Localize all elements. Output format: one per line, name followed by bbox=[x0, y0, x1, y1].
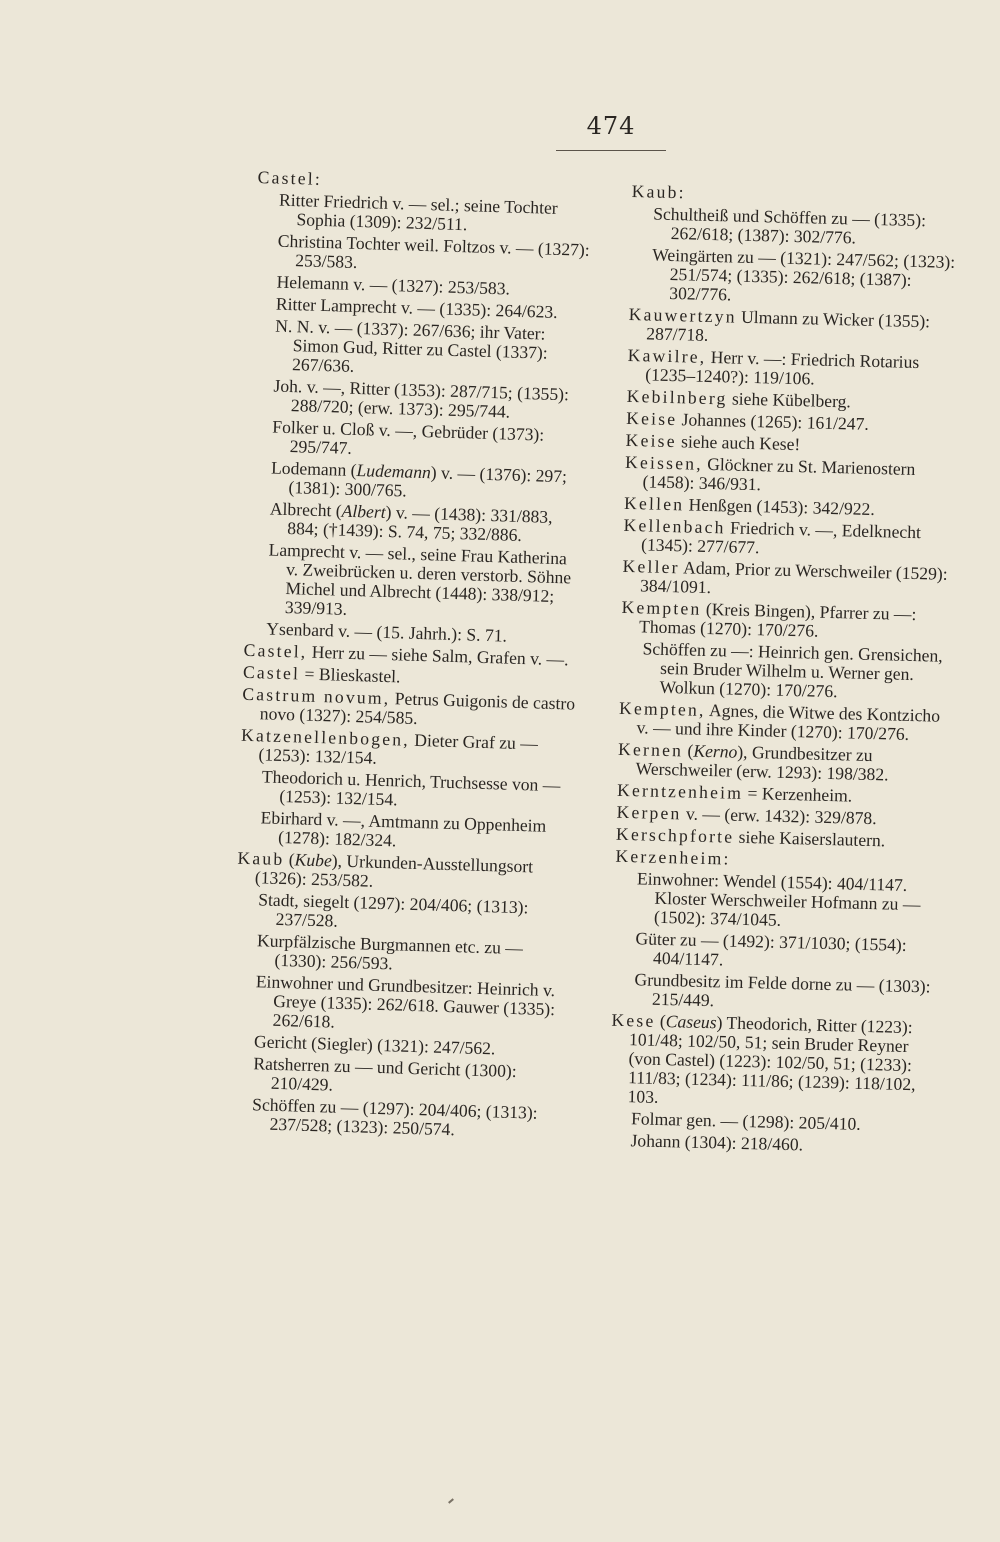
entry-keyword: Keller bbox=[622, 555, 681, 578]
entry-text: Herr v. —: Friedrich Rotarius (1235–1240?): 119/106. bbox=[645, 346, 920, 389]
index-subentry bbox=[229, 1095, 565, 1143]
entry-text: Glöckner zu St. Marienostern (1458): 346/931. bbox=[642, 453, 916, 495]
entry-text: Johann (1304): 218/460. bbox=[630, 1130, 804, 1155]
entry-keyword: Castrum novum, bbox=[242, 683, 391, 709]
entry-text: Agnes, die Witwe des Kontzicho v. — und ihre Kinder (1270): 170/276. bbox=[636, 699, 941, 744]
entry-keyword: Kerschpforte bbox=[615, 823, 735, 847]
entry-text: Lamprecht v. — sel., seine Frau Katherina v. Zweibrücken u. deren verstorb. Söhne Michel und Albrecht (1448): 338/912; 339/913. bbox=[268, 539, 572, 619]
index-subentry bbox=[613, 929, 947, 975]
entry-text: = Kerzenheim. bbox=[742, 782, 853, 806]
entry-text: Ritter Lamprecht v. — (1335): 264/623. bbox=[275, 293, 558, 322]
entry-text: ( bbox=[284, 849, 295, 870]
entry-text: Ebirhard v. —, Amtmann zu Oppenheim (1278): 182/324. bbox=[260, 807, 547, 851]
entry-text: Schöffen zu — (1297): 204/406; (1313): 237/528; (1323): 250/574. bbox=[251, 1094, 538, 1140]
entry-text: Johannes (1265): 161/247. bbox=[677, 409, 870, 434]
index-subentry bbox=[631, 204, 965, 250]
entry-text: Helemann v. — (1327): 253/583. bbox=[276, 271, 511, 299]
entry-text: Ratsherren zu — und Gericht (1300): 210/429. bbox=[253, 1053, 517, 1095]
print-mark bbox=[448, 1498, 454, 1503]
entry-variant: Kerno bbox=[693, 740, 738, 762]
entry-text: ), Urkunden-Ausstellungsort (1326): 253/582. bbox=[254, 850, 534, 891]
entry-keyword: Keise bbox=[625, 429, 677, 452]
entry-text: Güter zu — (1492): 371/1030; (1554): 404/1147. bbox=[635, 928, 907, 970]
entry-text: Schöffen zu —: Heinrich gen. Grensichen, sein Bruder Wilhelm u. Werner gen. Wolkun (1270): 170/276. bbox=[642, 638, 943, 702]
entry-text: Ritter Friedrich v. — sel.; seine Tochter Sophia (1309): 232/511. bbox=[278, 189, 558, 235]
index-entry bbox=[617, 740, 951, 786]
entry-text: Folmar gen. — (1298): 205/410. bbox=[630, 1108, 861, 1134]
entry-keyword: Castel bbox=[242, 661, 301, 684]
entry-text: Albrecht ( bbox=[269, 498, 342, 521]
entry-text: (Kreis Bingen), Pfarrer zu —: Thomas (1270): 170/276. bbox=[638, 598, 917, 641]
entry-text: Theodorich u. Henrich, Truchsesse von — (1253): 132/154. bbox=[261, 766, 561, 810]
entry-text: v. — (erw. 1432): 329/878. bbox=[681, 803, 877, 829]
index-entry bbox=[627, 346, 961, 392]
entry-text: Stadt, siegelt (1297): 204/406; (1313): 237/528. bbox=[258, 889, 529, 931]
index-entry bbox=[609, 1011, 944, 1114]
entry-keyword: Kawilre, bbox=[627, 344, 707, 367]
entry-text: Folker u. Cloß v. —, Gebrüder (1373): 295/747. bbox=[272, 416, 545, 458]
entry-variant: Kube bbox=[294, 849, 333, 871]
entry-text: Kurpfälzische Burgmannen etc. zu — (1330): 256/593. bbox=[256, 930, 524, 974]
entry-keyword: Kellenbach bbox=[623, 514, 726, 538]
index-entry bbox=[623, 516, 957, 562]
entry-text: Einwohner und Grundbesitzer: Heinrich v. Greye (1335): 262/618. Gauwer (1335): 262/618. bbox=[255, 971, 556, 1032]
entry-text: Friedrich v. —, Edelknecht (1345): 277/677. bbox=[640, 517, 922, 558]
entry-text: Ulmann zu Wicker (1355): 287/718. bbox=[646, 306, 931, 345]
entry-text: Gericht (Siegler) (1321): 247/562. bbox=[253, 1031, 496, 1059]
entry-keyword: Katzenellenbogen, bbox=[240, 724, 411, 750]
entry-text: Joh. v. —, Ritter (1353): 287/715; (1355): 288/720; (erw. 1373): 295/744. bbox=[273, 375, 570, 422]
entry-text: Herr zu — siehe Salm, Grafen v. —. bbox=[307, 641, 569, 670]
entry-keyword: Kempten, bbox=[618, 697, 706, 720]
entry-text: Adam, Prior zu Werschweiler (1529): 384/1091. bbox=[639, 557, 948, 598]
index-subentry bbox=[629, 245, 963, 310]
entry-keyword: Kempten bbox=[621, 596, 702, 619]
entry-keyword: Kaub: bbox=[631, 181, 687, 203]
page-number: 474 bbox=[586, 112, 636, 140]
right-column bbox=[608, 182, 965, 1161]
entry-text: ) Theodorich, Ritter (1223): 101/48; 102/50, 51; sein Bruder Reyner (von Castel) (1223): 102/50, 51; (1233): 111/83; (1234): 111/86; (1239): 118/102, 103. bbox=[627, 1012, 916, 1107]
entry-variant: Caseus bbox=[665, 1011, 717, 1033]
entry-text: Petrus Guigonis de castro novo (1327): 254/585. bbox=[259, 688, 576, 728]
entry-text: siehe Kübelberg. bbox=[727, 388, 852, 412]
entry-keyword: Keise bbox=[625, 407, 678, 430]
index-subentry bbox=[608, 1131, 941, 1158]
entry-text: Grundbesitz im Felde dorne zu — (1303): 215/449. bbox=[634, 969, 931, 1011]
entry-keyword: Kerntzenheim bbox=[616, 779, 744, 803]
entry-text: ), Grundbesitzer zu Werschweiler (erw. 1293): 198/382. bbox=[635, 741, 889, 785]
index-subentry bbox=[252, 316, 589, 383]
index-entry bbox=[624, 453, 958, 499]
index-entry bbox=[622, 557, 956, 603]
index-subentry bbox=[245, 540, 582, 626]
entry-keyword: Kese bbox=[611, 1009, 656, 1031]
entry-text: Schultheiß und Schöffen zu — (1335): 262/618; (1387): 302/776. bbox=[652, 203, 927, 248]
entry-keyword: Kerpen bbox=[616, 801, 682, 824]
entry-text: Dieter Graf zu — (1253): 132/154. bbox=[258, 729, 539, 768]
entry-keyword: Castel: bbox=[257, 167, 323, 189]
entry-text: Henßgen (1453): 342/922. bbox=[684, 494, 876, 520]
index-entry bbox=[618, 699, 952, 745]
index-subentry bbox=[619, 639, 953, 704]
entry-variant: Albert bbox=[341, 500, 386, 522]
entry-keyword: Keissen, bbox=[624, 451, 704, 474]
entry-text: Christina Tochter weil. Foltzos v. — (1327): 253/583. bbox=[277, 230, 591, 272]
entry-text: Lodemann ( bbox=[270, 457, 357, 481]
entry-text: ) v. — (1438): 331/883, 884; (†1439): S. 74, 75; 332/886. bbox=[287, 501, 553, 545]
entry-text: ( bbox=[682, 740, 694, 761]
entry-text: siehe auch Kese! bbox=[676, 431, 801, 455]
entry-text: N. N. v. — (1337): 267/636; ihr Vater: Simon Gud, Ritter zu Castel (1337): 267/636. bbox=[275, 315, 549, 376]
index-entry bbox=[628, 305, 962, 351]
index-subentry bbox=[614, 869, 948, 934]
entry-text: Weingärten zu — (1321): 247/562; (1323): 251/574; (1335): 262/618; (1387): 302/776. bbox=[651, 244, 956, 305]
index-entry bbox=[621, 598, 955, 644]
entry-variant: Ludemann bbox=[356, 460, 432, 483]
entry-text: = Blieskastel. bbox=[299, 663, 401, 687]
entry-keyword: Kernen bbox=[617, 738, 684, 761]
entry-keyword: Kellen bbox=[623, 492, 685, 515]
entry-keyword: Kauwertzyn bbox=[628, 303, 737, 327]
entry-keyword: Kaub bbox=[237, 847, 285, 870]
index-subentry bbox=[612, 970, 946, 1016]
entry-keyword: Castel, bbox=[243, 639, 308, 662]
entry-text: Einwohner: Wendel (1554): 404/1147. Kloster Werschweiler Hofmann zu — (1502): 374/1045. bbox=[636, 868, 921, 930]
entry-keyword: Kebilnberg bbox=[626, 385, 728, 409]
entry-text: ) v. — (1376): 297; (1381): 300/765. bbox=[288, 462, 568, 501]
entry-keyword: Kerzenheim: bbox=[615, 845, 731, 869]
entry-text: Ysenbard v. — (15. Jahrh.): S. 71. bbox=[266, 618, 508, 646]
left-column bbox=[229, 168, 593, 1146]
entry-text: ( bbox=[655, 1010, 667, 1032]
index-subentry bbox=[232, 972, 569, 1039]
header-rule bbox=[556, 150, 666, 151]
entry-text: siehe Kaiserslautern. bbox=[734, 826, 886, 851]
